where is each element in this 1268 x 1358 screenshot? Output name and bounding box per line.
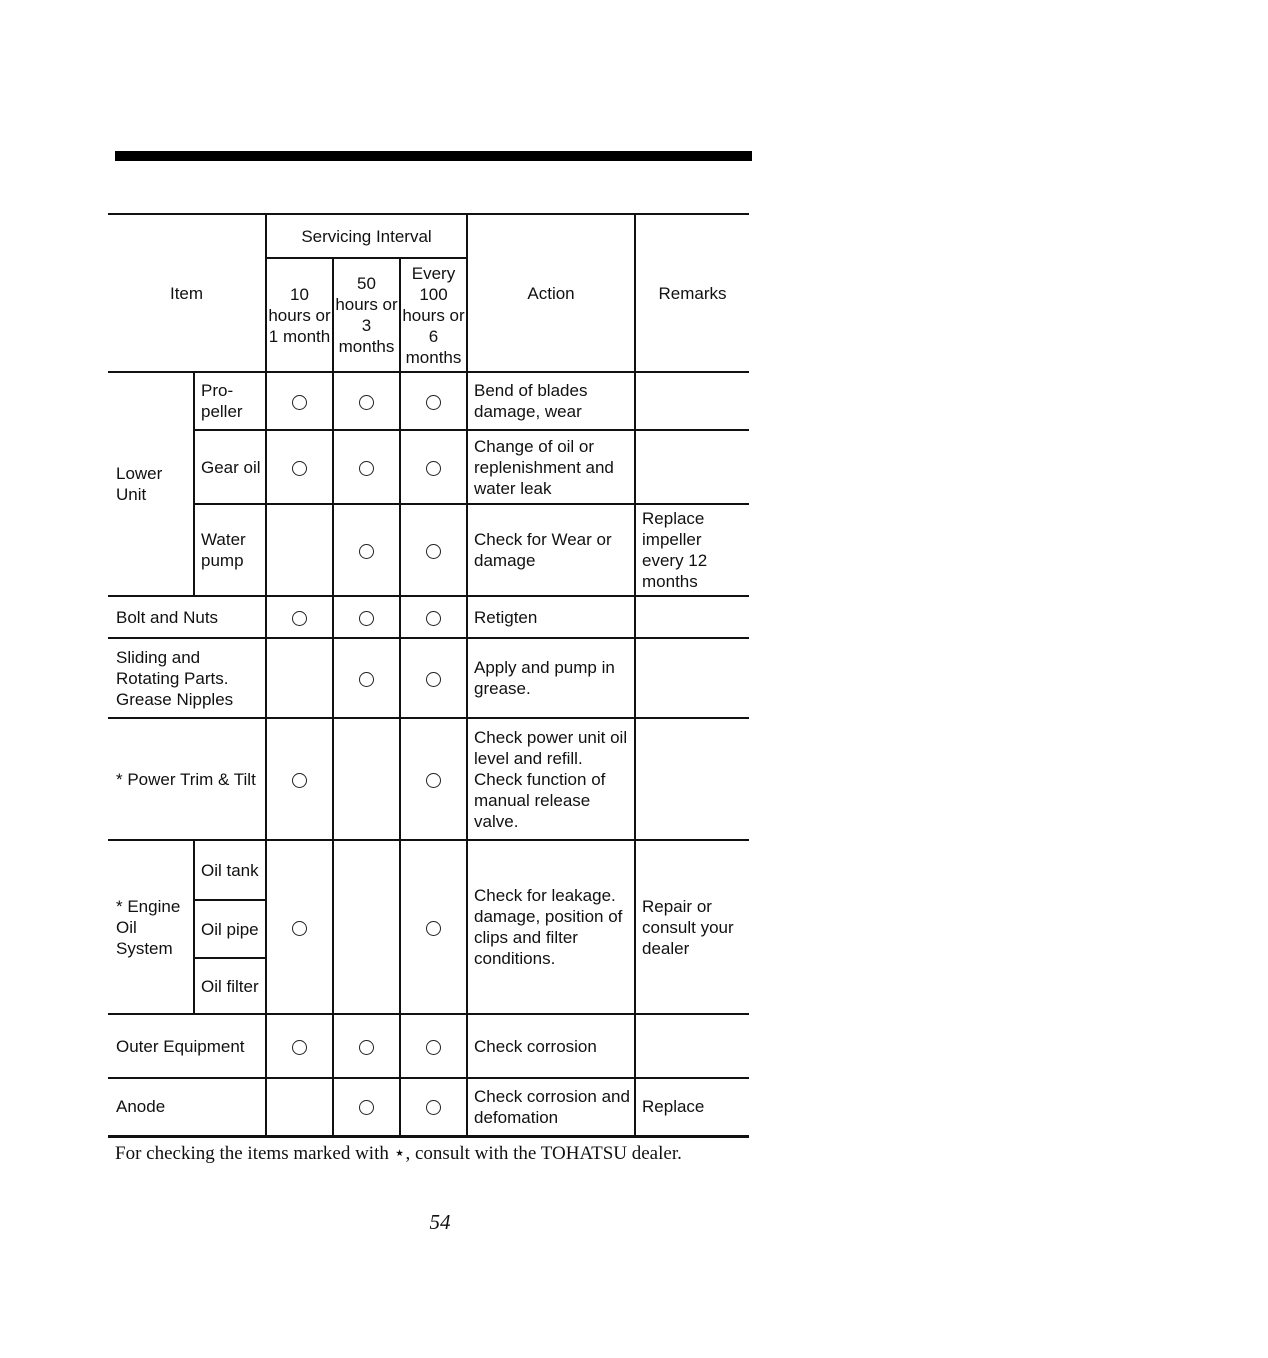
circle-mark	[292, 1040, 307, 1055]
table-row	[108, 718, 749, 840]
remarks-gear-oil	[635, 430, 749, 504]
page-number: 54	[429, 1210, 451, 1234]
subitem-propeller: Pro- peller	[194, 372, 266, 430]
mark-10h	[266, 840, 333, 1014]
circle-mark	[292, 921, 307, 936]
circle-mark	[426, 395, 441, 410]
maintenance-table	[108, 213, 749, 1138]
header-interval-50: 50 hours or 3 months	[333, 258, 400, 372]
mark-100h	[400, 840, 467, 1014]
mark-50h	[333, 638, 400, 718]
mark-50h	[333, 1078, 400, 1136]
subitem-gear-oil: Gear oil	[194, 430, 266, 504]
circle-mark	[426, 461, 441, 476]
circle-mark	[426, 672, 441, 687]
remarks-water-pump: Replace impeller every 12 months	[635, 504, 749, 596]
table-row	[108, 840, 749, 900]
subitem-oil-tank: Oil tank	[194, 840, 266, 900]
item-sliding-parts: Sliding and Rotating Parts. Grease Nipples	[108, 638, 266, 718]
table-row	[108, 1014, 749, 1078]
table-row	[108, 596, 749, 638]
mark-10h	[266, 1014, 333, 1078]
subitem-oil-filter: Oil filter	[194, 958, 266, 1014]
mark-100h	[400, 1078, 467, 1136]
action-gear-oil: Change of oil or replenishment and water leak	[467, 430, 635, 504]
action-bolt-nuts: Retigten	[467, 596, 635, 638]
remarks-bolt-nuts	[635, 596, 749, 638]
remarks-power-trim	[635, 718, 749, 840]
circle-mark	[359, 1100, 374, 1115]
circle-mark	[426, 611, 441, 626]
circle-mark	[426, 1040, 441, 1055]
circle-mark	[426, 544, 441, 559]
subitem-water-pump: Water pump	[194, 504, 266, 596]
circle-mark	[359, 611, 374, 626]
mark-100h	[400, 596, 467, 638]
circle-mark	[426, 921, 441, 936]
mark-100h	[400, 504, 467, 596]
mark-10h	[266, 1078, 333, 1136]
mark-10h	[266, 718, 333, 840]
action-power-trim: Check power unit oil level and refill. Check function of manual release valve.	[467, 718, 635, 840]
header-interval-10: 10 hours or 1 month	[266, 258, 333, 372]
mark-50h	[333, 718, 400, 840]
item-outer-equipment: Outer Equipment	[108, 1014, 266, 1078]
circle-mark	[359, 672, 374, 687]
circle-mark	[292, 611, 307, 626]
table-row	[108, 1078, 749, 1136]
item-lower-unit: Lower Unit	[108, 372, 194, 596]
circle-mark	[426, 1100, 441, 1115]
table-row	[108, 504, 749, 596]
footnote: For checking the items marked with ⋆, consult with the TOHATSU dealer.	[115, 1143, 682, 1164]
action-engine-oil: Check for leakage. damage, position of clips and filter conditions.	[467, 840, 635, 1014]
mark-10h	[266, 596, 333, 638]
mark-100h	[400, 430, 467, 504]
item-bolt-nuts: Bolt and Nuts	[108, 596, 266, 638]
header-interval-100: Every 100 hours or 6 months	[400, 258, 467, 372]
action-water-pump: Check for Wear or damage	[467, 504, 635, 596]
circle-mark	[359, 461, 374, 476]
mark-50h	[333, 430, 400, 504]
mark-50h	[333, 504, 400, 596]
remarks-engine-oil: Repair or consult your dealer	[635, 840, 749, 1014]
item-engine-oil-system: * Engine Oil System	[108, 840, 194, 1014]
top-rule	[115, 151, 752, 161]
remarks-sliding-parts	[635, 638, 749, 718]
action-sliding-parts: Apply and pump in grease.	[467, 638, 635, 718]
mark-10h	[266, 504, 333, 596]
header-remarks: Remarks	[635, 214, 749, 372]
remarks-anode: Replace	[635, 1078, 749, 1136]
action-propeller: Bend of blades damage, wear	[467, 372, 635, 430]
table-row	[108, 372, 749, 430]
mark-100h	[400, 638, 467, 718]
mark-50h	[333, 1014, 400, 1078]
table-row	[108, 638, 749, 718]
circle-mark	[292, 461, 307, 476]
header-action: Action	[467, 214, 635, 372]
subitem-oil-pipe: Oil pipe	[194, 900, 266, 958]
circle-mark	[426, 773, 441, 788]
circle-mark	[292, 395, 307, 410]
circle-mark	[359, 544, 374, 559]
item-anode: Anode	[108, 1078, 266, 1136]
circle-mark	[359, 1040, 374, 1055]
mark-100h	[400, 1014, 467, 1078]
action-outer-equipment: Check corrosion	[467, 1014, 635, 1078]
remarks-outer-equipment	[635, 1014, 749, 1078]
mark-10h	[266, 430, 333, 504]
item-power-trim: * Power Trim & Tilt	[108, 718, 266, 840]
mark-100h	[400, 718, 467, 840]
mark-50h	[333, 596, 400, 638]
mark-10h	[266, 638, 333, 718]
header-item: Item	[108, 214, 266, 372]
circle-mark	[359, 395, 374, 410]
table-row	[108, 430, 749, 504]
header-servicing-interval: Servicing Interval	[266, 214, 467, 258]
mark-100h	[400, 372, 467, 430]
mark-50h	[333, 840, 400, 1014]
action-anode: Check corrosion and defomation	[467, 1078, 635, 1136]
circle-mark	[292, 773, 307, 788]
mark-50h	[333, 372, 400, 430]
remarks-propeller	[635, 372, 749, 430]
mark-10h	[266, 372, 333, 430]
